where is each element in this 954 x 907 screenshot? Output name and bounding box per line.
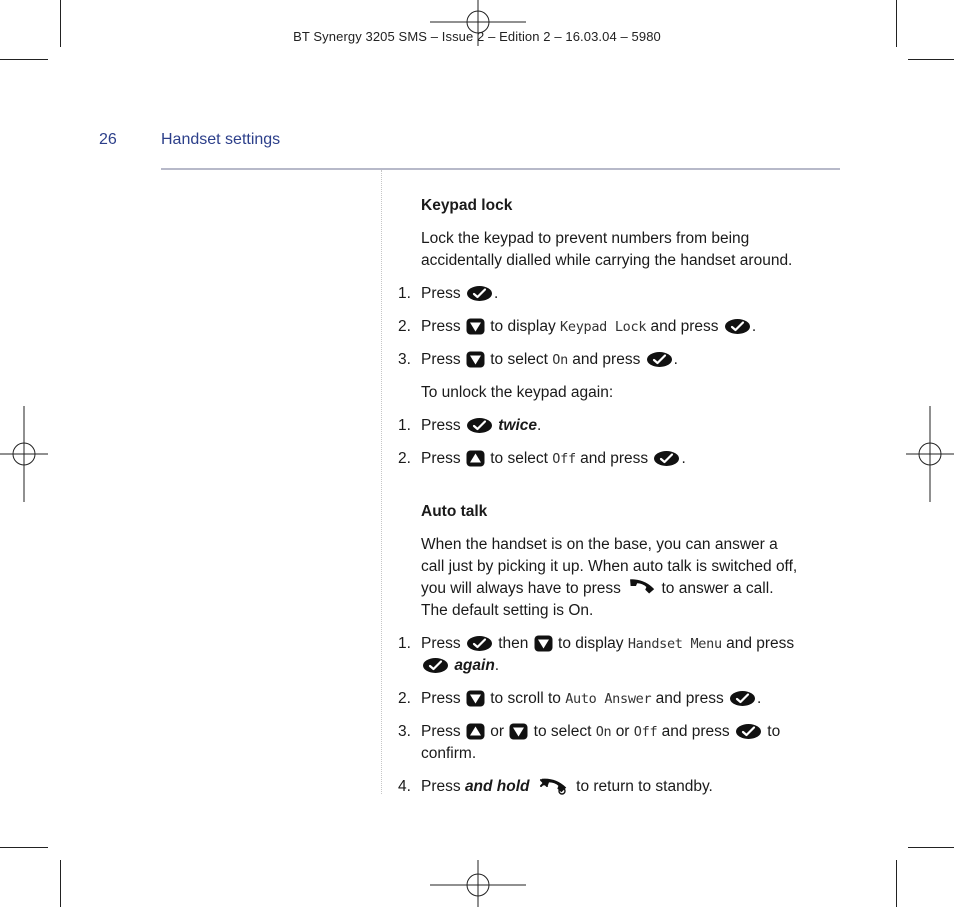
list-item	[398, 283, 838, 305]
ok-check-icon	[653, 450, 680, 467]
step-number: 2.	[398, 450, 411, 467]
ok-check-icon	[466, 635, 493, 652]
step-number: 2.	[398, 690, 411, 707]
step-text: Press	[421, 723, 461, 740]
step-number: 2.	[398, 318, 411, 335]
step-text: to return to standby.	[576, 778, 713, 795]
scroll-up-icon	[466, 450, 485, 467]
list-item	[398, 721, 838, 765]
display-text: Off	[633, 724, 658, 740]
list-item	[398, 316, 838, 338]
scroll-down-icon	[466, 690, 485, 707]
registration-mark-right	[906, 406, 954, 502]
step-text: then	[498, 635, 529, 652]
step-number: 1.	[398, 635, 411, 652]
intro-line: call just by picking it up. When auto talk is switched off,	[421, 558, 798, 575]
step-text: confirm.	[421, 745, 477, 762]
main-content	[398, 195, 838, 798]
list-item	[398, 688, 838, 710]
crop-mark	[0, 59, 48, 60]
display-text: On	[552, 352, 568, 368]
intro-line: When the handset is on the base, you can answer a	[421, 536, 778, 553]
ok-check-icon	[422, 657, 449, 674]
step-text: and press	[580, 450, 649, 467]
step-text: to scroll to	[490, 690, 561, 707]
step-text: .	[493, 285, 499, 302]
step-text: and press	[661, 723, 730, 740]
step-text: and press	[650, 318, 719, 335]
crop-mark	[908, 59, 954, 60]
header-rule	[161, 168, 840, 170]
crop-mark	[896, 860, 897, 907]
step-text: .	[757, 690, 762, 707]
keypad-lock-heading: Keypad lock	[421, 197, 513, 214]
ok-check-icon	[724, 318, 751, 335]
registration-mark-bottom	[430, 860, 526, 907]
list-item	[398, 349, 838, 371]
list-item	[398, 776, 838, 798]
list-item	[398, 448, 838, 470]
step-text: Press	[421, 778, 461, 795]
step-text: to	[767, 723, 781, 740]
talk-phone-icon	[626, 579, 656, 597]
display-text: Handset Menu	[627, 636, 722, 652]
step-text: .	[681, 450, 686, 467]
scroll-down-icon	[466, 351, 485, 368]
step-text: and press	[726, 635, 795, 652]
print-slug: BT Synergy 3205 SMS – Issue 2 – Edition 2 – 16.03.04 – 5980	[293, 29, 661, 44]
step-text: Press	[421, 351, 461, 368]
column-divider	[381, 170, 382, 794]
intro-text: you will always have to press	[421, 580, 621, 597]
step-text: Press	[421, 635, 461, 652]
step-text: and press	[572, 351, 641, 368]
display-text: Keypad Lock	[560, 319, 647, 335]
display-text: Off	[552, 451, 576, 467]
intro-line: accidentally dialled while carrying the handset around.	[421, 252, 793, 269]
step-text: to select	[533, 723, 592, 740]
unlock-intro: To unlock the keypad again:	[421, 384, 614, 401]
step-text: .	[537, 417, 542, 434]
end-call-icon	[538, 777, 568, 795]
emphasis-text: and hold	[464, 778, 530, 795]
scroll-down-icon	[466, 318, 485, 335]
intro-text: to answer a call.	[661, 580, 774, 597]
scroll-up-icon	[466, 723, 485, 740]
step-text: or	[615, 723, 630, 740]
registration-mark-left	[0, 406, 48, 502]
step-number: 1.	[398, 285, 411, 302]
step-number: 3.	[398, 723, 411, 740]
step-text: .	[751, 318, 757, 335]
step-text: Press	[421, 417, 461, 434]
step-text: to select	[490, 351, 548, 368]
scroll-down-icon	[534, 635, 553, 652]
intro-line: The default setting is On.	[421, 602, 594, 619]
ok-check-icon	[466, 417, 493, 434]
page-number: 26	[99, 131, 117, 148]
step-text: Press	[421, 285, 461, 302]
keypad-lock-intro	[421, 228, 838, 272]
step-text: Press	[421, 690, 461, 707]
crop-mark	[0, 847, 48, 848]
auto-talk-heading: Auto talk	[421, 503, 488, 520]
step-text: Press	[421, 318, 461, 335]
step-text: and press	[655, 690, 724, 707]
section-title: Handset settings	[161, 131, 281, 148]
step-number: 3.	[398, 351, 411, 368]
step-text: Press	[421, 450, 461, 467]
display-text: On	[595, 724, 612, 740]
crop-mark	[908, 847, 954, 848]
step-text: to select	[490, 450, 548, 467]
intro-line: Lock the keypad to prevent numbers from being	[421, 230, 750, 247]
emphasis-text: twice	[498, 417, 538, 434]
step-text: to display	[490, 318, 556, 335]
step-number: 1.	[398, 417, 411, 434]
step-text: .	[673, 351, 678, 368]
step-text: to display	[558, 635, 624, 652]
crop-mark	[60, 860, 61, 907]
list-item	[398, 415, 838, 437]
step-text: or	[490, 723, 505, 740]
step-text: .	[494, 657, 500, 674]
scroll-down-icon	[509, 723, 528, 740]
intro-line	[421, 578, 838, 600]
ok-check-icon	[646, 351, 673, 368]
list-item	[398, 633, 838, 677]
ok-check-icon	[735, 723, 762, 740]
ok-check-icon	[729, 690, 756, 707]
auto-talk-intro	[421, 534, 838, 622]
ok-check-icon	[466, 285, 493, 302]
emphasis-text: again	[454, 657, 495, 674]
step-number: 4.	[398, 778, 411, 795]
display-text: Auto Answer	[565, 691, 652, 707]
